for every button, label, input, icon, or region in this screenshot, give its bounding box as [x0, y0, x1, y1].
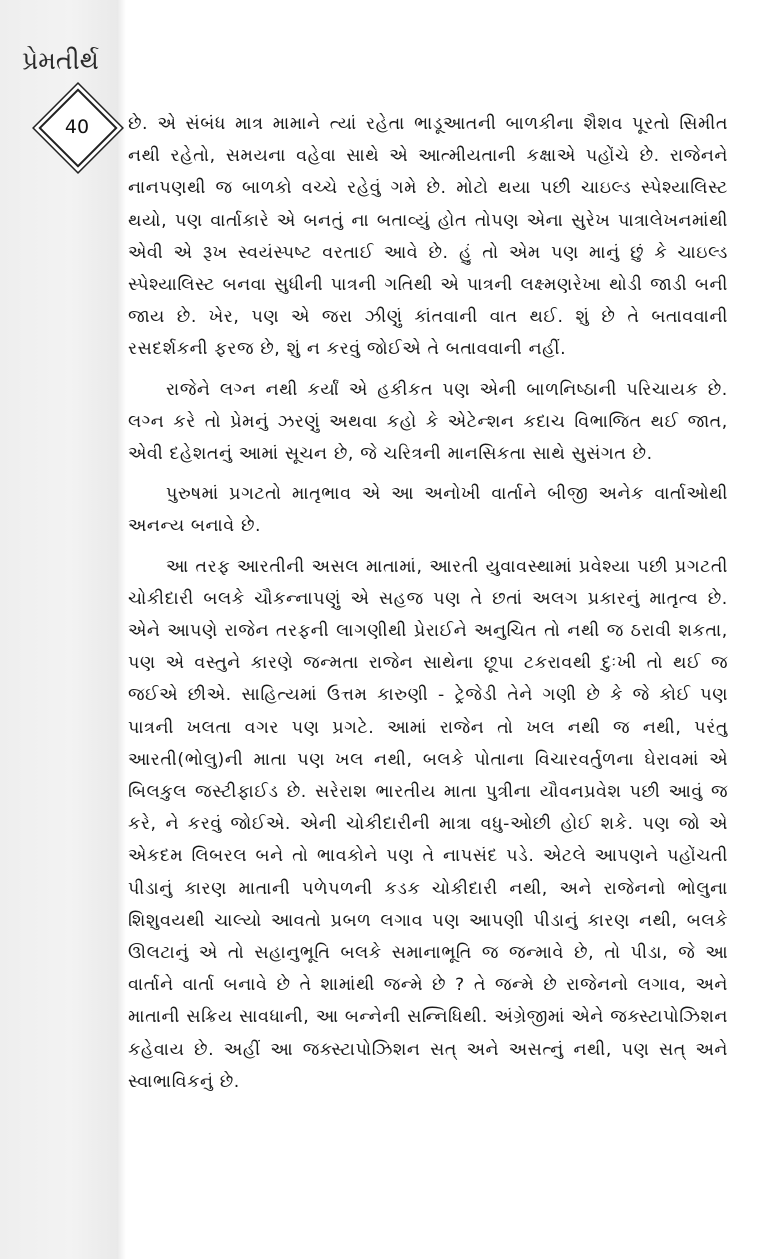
page-margin-band — [0, 0, 118, 1259]
page-number: 40 — [64, 116, 90, 138]
paragraph-2: રાજેને લગ્ન નથી કર્યાં એ હકીકત પણ એની બાળનિષ્ઠાની પરિચાયક છે. લગ્ન કરે તો પ્રેમનું ઝરણું અથવા કહો કે એટેન્શન કદાચ વિભાજિત થઈ જાત, એવી દહેશતનું આમાં સૂચન છે, જે ચરિત્રની માનસિકતા સાથે સુસંગત છે. — [128, 379, 728, 465]
page-margin-shadow — [118, 0, 126, 1259]
paragraph-1: છે. એ સંબંધ માત્ર મામાને ત્યાં રહેતા ભાડૂઆતની બાળકીના શૈશવ પૂરતો સિમીત નથી રહેતો, સમયના વહેવા સાથે એ આત્મીયતાની કક્ષાએ પહોંચે છે. રાજેનને નાનપણથી જ બાળકો વચ્ચે રહેવું ગમે છે. મોટો થયા પછી ચાઇલ્ડ સ્પેશ્યાલિસ્ટ થયો, પણ વાર્તાકારે એ બનતું ના બતાવ્યું હોત તોપણ એના સુરેખ પાત્રાલેખનમાંથી એવી એ રૂખ સ્વયંસ્પષ્ટ વરતાઈ આવે છે. હું તો એમ પણ માનું છું કે ચાઇલ્ડ સ્પેશ્યાલિસ્ટ બનવા સુધીની પાત્રની ગતિથી એ પાત્રની લક્ષ્મણરેખા થોડી જાડી બની જાય છે. ખેર, પણ એ જરા ઝીણું કાંતવાની વાત થઈ. શું છે તે બતાવવાની રસદર્શકની ફરજ છે, શું ન કરવું જોઈએ તે બતાવવાની નહીં. — [128, 114, 728, 360]
paragraph-3: પુરુષમાં પ્રગટતો માતૃભાવ એ આ અનોખી વાર્તાને બીજી અનેક વાર્તાઓથી અનન્ય બનાવે છે. — [128, 484, 728, 537]
body-text — [128, 108, 728, 1098]
book-title: પ્રેમતીર્થ — [22, 46, 99, 75]
paragraph-4: આ તરફ આરતીની અસલ માતામાં, આરતી યુવાવસ્થામાં પ્રવેશ્યા પછી પ્રગટતી ચોકીદારી બલકે ચૌકન્નાપણું એ સહજ પણ તે છતાં અલગ પ્રકારનું માતૃત્વ છે. એને આપણે રાજેન તરફની લાગણીથી પ્રેરાઈને અનુચિત તો નથી જ ઠરાવી શકતા, પણ એ વસ્તુને કારણે જન્મતા રાજેન સાથેના છૂપા ટકરાવથી દુઃખી તો થઈ જ જઈએ છીએ. સાહિત્યમાં ઉત્તમ કારુણી - ટ્રેજેડી તેને ગણી છે કે જે કોઈ પણ પાત્રની ખલતા વગર પણ પ્રગટે. આમાં રાજેન તો ખલ નથી જ નથી, પરંતુ આરતી(ભોલુ)ની માતા પણ ખલ નથી, બલકે પોતાના વિચારવર્તુળના ઘેરાવમાં એ બિલકુલ જસ્ટીફાઈડ છે. સરેરાશ ભારતીય માતા પુત્રીના યૌવનપ્રવેશ પછી આવું જ કરે, ને કરવું જોઈએ. એની ચોકીદારીની માત્રા વધુ-ઓછી હોઈ શકે. પણ જો એ એકદમ લિબરલ બને તો ભાવકોને પણ તે નાપસંદ પડે. એટલે આપણને પહોંચતી પીડાનું કારણ માતાની પળેપળની કડક ચોકીદારી નથી, અને રાજેનનો ભોલુના શિશુવયથી ચાલ્યો આવતો પ્રબળ લગાવ પણ આપણી પીડાનું કારણ નથી, બલકે ઊલટાનું એ તો સહાનુભૂતિ બલકે સમાનાભૂતિ જ જન્માવે છે, તો પીડા, જે આ વાર્તાને વાર્તા બનાવે છે તે શામાંથી જન્મે છે ? તે જન્મે છે રાજેનનો લગાવ, અને માતાની સક્રિય સાવધાની, આ બન્નેની સન્નિધિથી. અંગ્રેજીમાં એને જક્સ્ટાપોઝિશન કહેવાય છે. અહીં આ જક્સ્ટાપોઝિશન સત્ અને અસત્નું નથી, પણ સત્ અને સ્વાભાવિકનું છે. — [128, 556, 728, 1092]
page-number-badge — [40, 90, 114, 164]
